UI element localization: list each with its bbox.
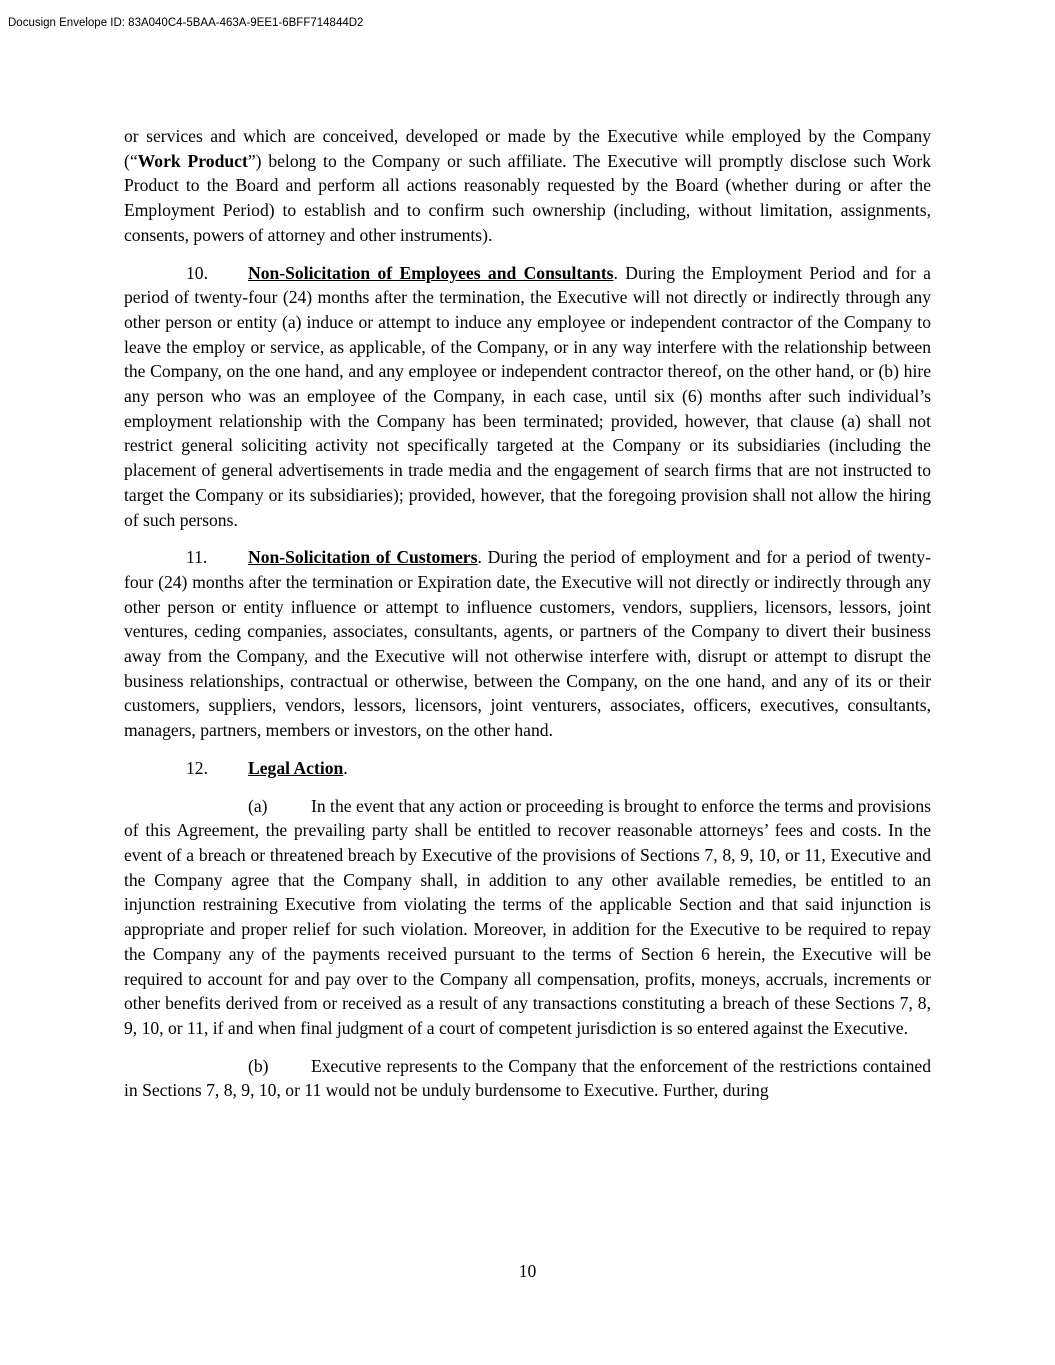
section-10-number: 10. [186,262,208,283]
section-10-heading: Non-Solicitation of Employees and Consultants [248,262,614,283]
work-product-text-2: ”) belong to the Company or such affiliate. The Executive will promptly disclose such Work Product to the Board and perform all actions reasonably requested by the Board (whether during or after the Employment Period) to establish and to confirm such ownership (including, without limitation, assignments, consents, powers of attorney and other instruments). [124,150,931,245]
section-12-a-label: (a) [248,795,268,816]
section-11-number: 11. [186,547,208,568]
section-12-number: 12. [186,757,208,778]
work-product-term: Work Product [137,150,248,171]
section-11-heading: Non-Solicitation of Customers [248,547,478,568]
section-12 [124,756,931,781]
paragraph-work-product [124,124,931,248]
section-12-heading: Legal Action [248,757,344,778]
section-12-a-text: In the event that any action or proceeding is brought to enforce the terms and provisions of this Agreement, the prevailing party shall be entitled to recover reasonable attorneys’ fees and costs. In the event of a breach or threatened breach by Executive of the provisions of Sections 7, 8, 9, 10, or 11, Executive and the Company agree that the Company shall, in addition to any other available remedies, be entitled to an injunction restraining Executive from violating the terms of the applicable Section and that said injunction is appropriate and proper relief for such violation. Moreover, in addition for the Executive to be required to repay the Company any of the payments received pursuant to the terms of Section 6 herein, the Executive will be required to account for and pay over to the Company all compensation, profits, moneys, accruals, increments or other benefits derived from or received as a result of any transactions constituting a breach of these Sections 7, 8, 9, 10, or 11, if and when final judgment of a court of competent jurisdiction is so entered against the Executive. [124,795,931,1038]
section-12-b [124,1054,931,1103]
section-12-b-text: Executive represents to the Company that the enforcement of the restrictions contained in Sections 7, 8, 9, 10, or 11 would not be unduly burdensome to Executive. Further, during [124,1055,931,1101]
section-11-text: . During the period of employment and for a period of twenty-four (24) months after the termination or Expiration date, the Executive will not directly or indirectly through any other person or entity influence or attempt to influence customers, vendors, suppliers, licensors, lessors, joint ventures, ceding companies, associates, consultants, agents, or partners of the Company to divert their business away from the Company, and the Executive will not otherwise interfere with, disrupt or attempt to disrupt the business relationships, contractual or otherwise, between the Company, on the one hand, and any of its or their customers, suppliers, vendors, lessors, licensors, joint venturers, associates, officers, executives, consultants, managers, partners, members or investors, on the other hand. [124,547,931,741]
section-11 [124,545,931,743]
section-12-a [124,794,931,1041]
section-12-trail: . [343,757,348,778]
work-product-text-1: or services and which are conceived, developed or made by the Executive while employed by the Company (“ [124,126,931,171]
page-number: 10 [518,1261,537,1281]
section-10-text: . During the Employment Period and for a period of twenty-four (24) months after the termination, the Executive will not directly or indirectly through any other person or entity (a) induce or attempt to induce any employee or independent contractor of the Company to leave the employ or service, as applicable, of the Company, or in any way interfere with the relationship between the Company, on the one hand, and any employee or independent contractor thereof, on the other hand, or (b) hire any person who was an employee of the Company, in each case, until six (6) months after such individual’s employment relationship with the Company has been terminated; provided, however, that clause (a) shall not restrict general soliciting activity not specifically targeted at the Company or its subsidiaries (including the placement of general advertisements in trade media and the engagement of search firms that are not instructed to target the Company or its subsidiaries); provided, however, that the foregoing provision shall not allow the hiring of such persons. [124,262,931,530]
document-body [124,124,931,1103]
section-12-b-label: (b) [248,1055,269,1076]
envelope-id-header: Docusign Envelope ID: 83A040C4-5BAA-463A-9EE1-6BFF714844D2 [8,17,364,29]
section-10 [124,261,931,533]
